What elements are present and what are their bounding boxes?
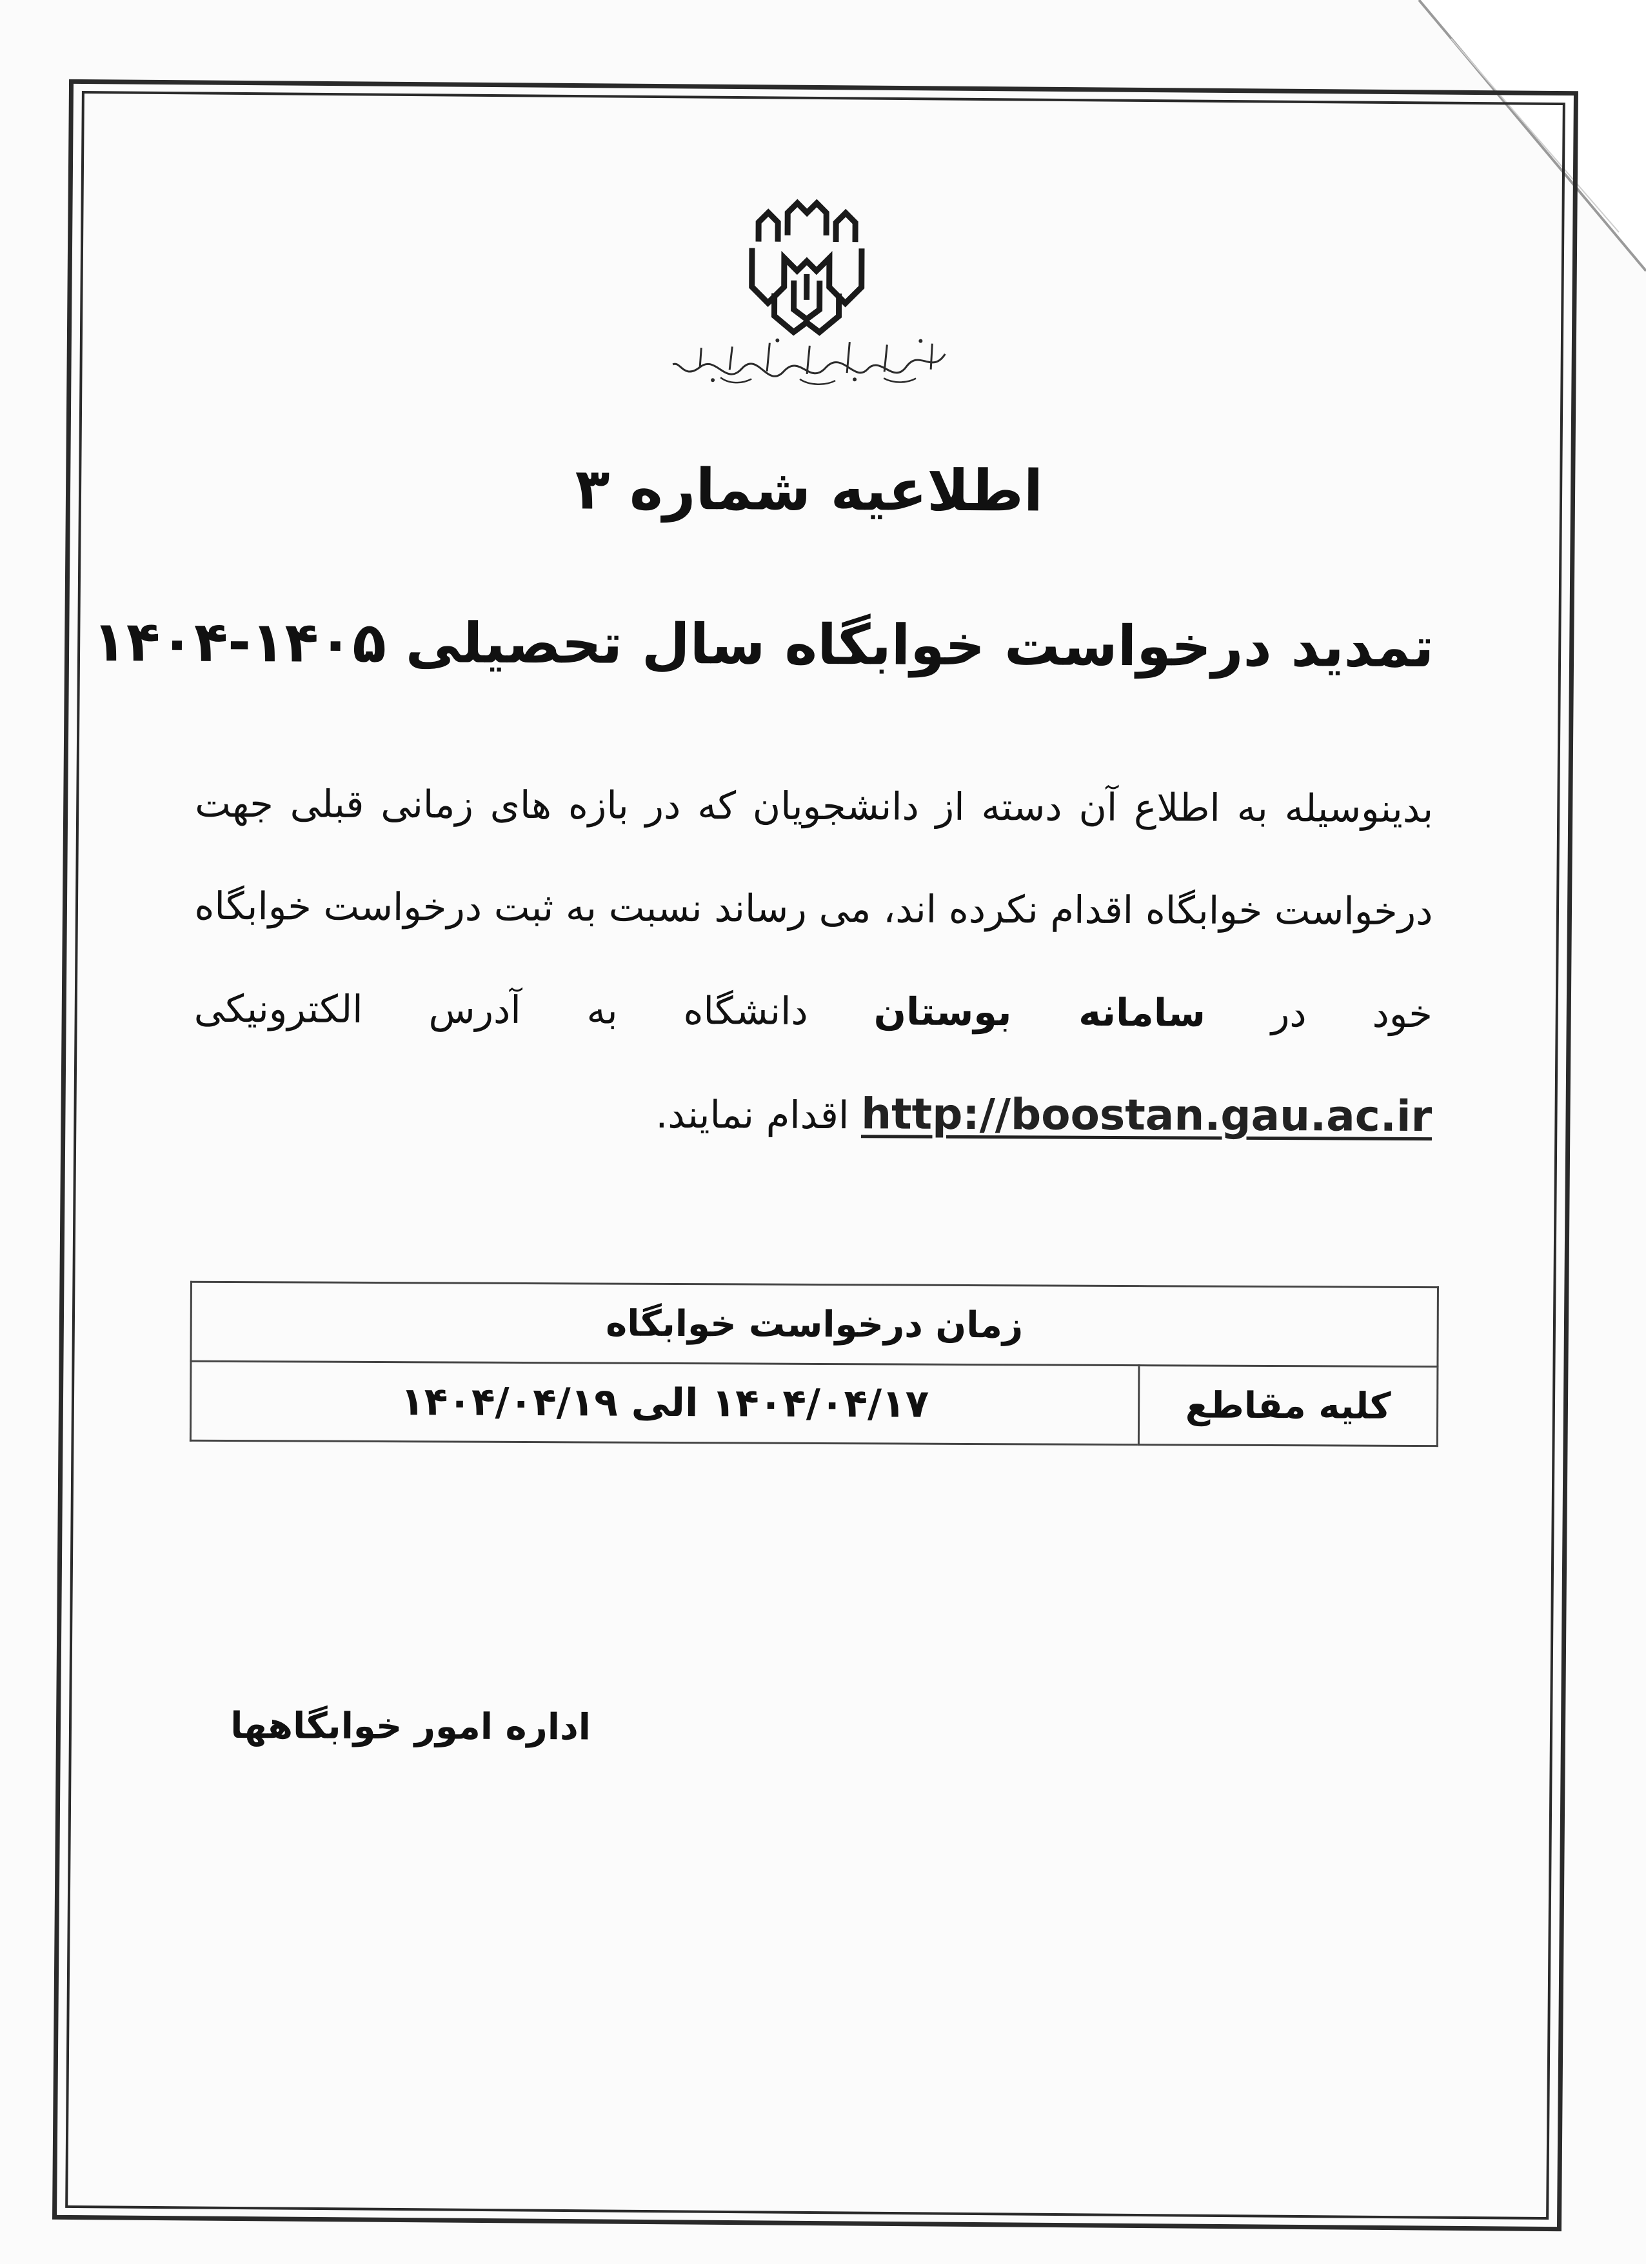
dormitory-request-schedule-table xyxy=(190,1281,1439,1447)
notice-number: اطلاعیه شماره ۳ xyxy=(575,455,1044,524)
group-cell: کلیه مقاطع xyxy=(1138,1366,1438,1446)
table-header-row xyxy=(191,1282,1438,1366)
university-name-calligraphy xyxy=(661,335,958,388)
university-logo-icon xyxy=(739,196,875,339)
notice-title: تمدید درخواست خوابگاه سال تحصیلی ۱۴۰۵-۱۴۰۴ xyxy=(92,610,1434,681)
body-text-part1: بدینوسیله به اطلاع آن دسته از دانشجویان که در بازه های زمانی قبلی جهت درخواست خوابگاه اقدام نکرده اند، می رساند نسبت به ثبت درخواست خوابگاه خود در xyxy=(194,781,1434,1037)
table-row xyxy=(190,1361,1438,1446)
boostan-url-link[interactable]: http://boostan.gau.ac.ir xyxy=(860,1089,1433,1142)
signature-office: اداره امور خوابگاهها xyxy=(230,1705,591,1749)
body-text-part2: دانشگاه به آدرس الکترونیکی xyxy=(193,986,874,1034)
body-text-part3: اقدام نمایند. xyxy=(655,1091,862,1138)
period-cell: ۱۴۰۴/۰۴/۱۷ الی ۱۴۰۴/۰۴/۱۹ xyxy=(190,1361,1139,1444)
system-name: سامانه بوستان xyxy=(873,989,1206,1035)
notice-body xyxy=(193,752,1434,1169)
table-header-cell: زمان درخواست خوابگاه xyxy=(191,1282,1438,1366)
